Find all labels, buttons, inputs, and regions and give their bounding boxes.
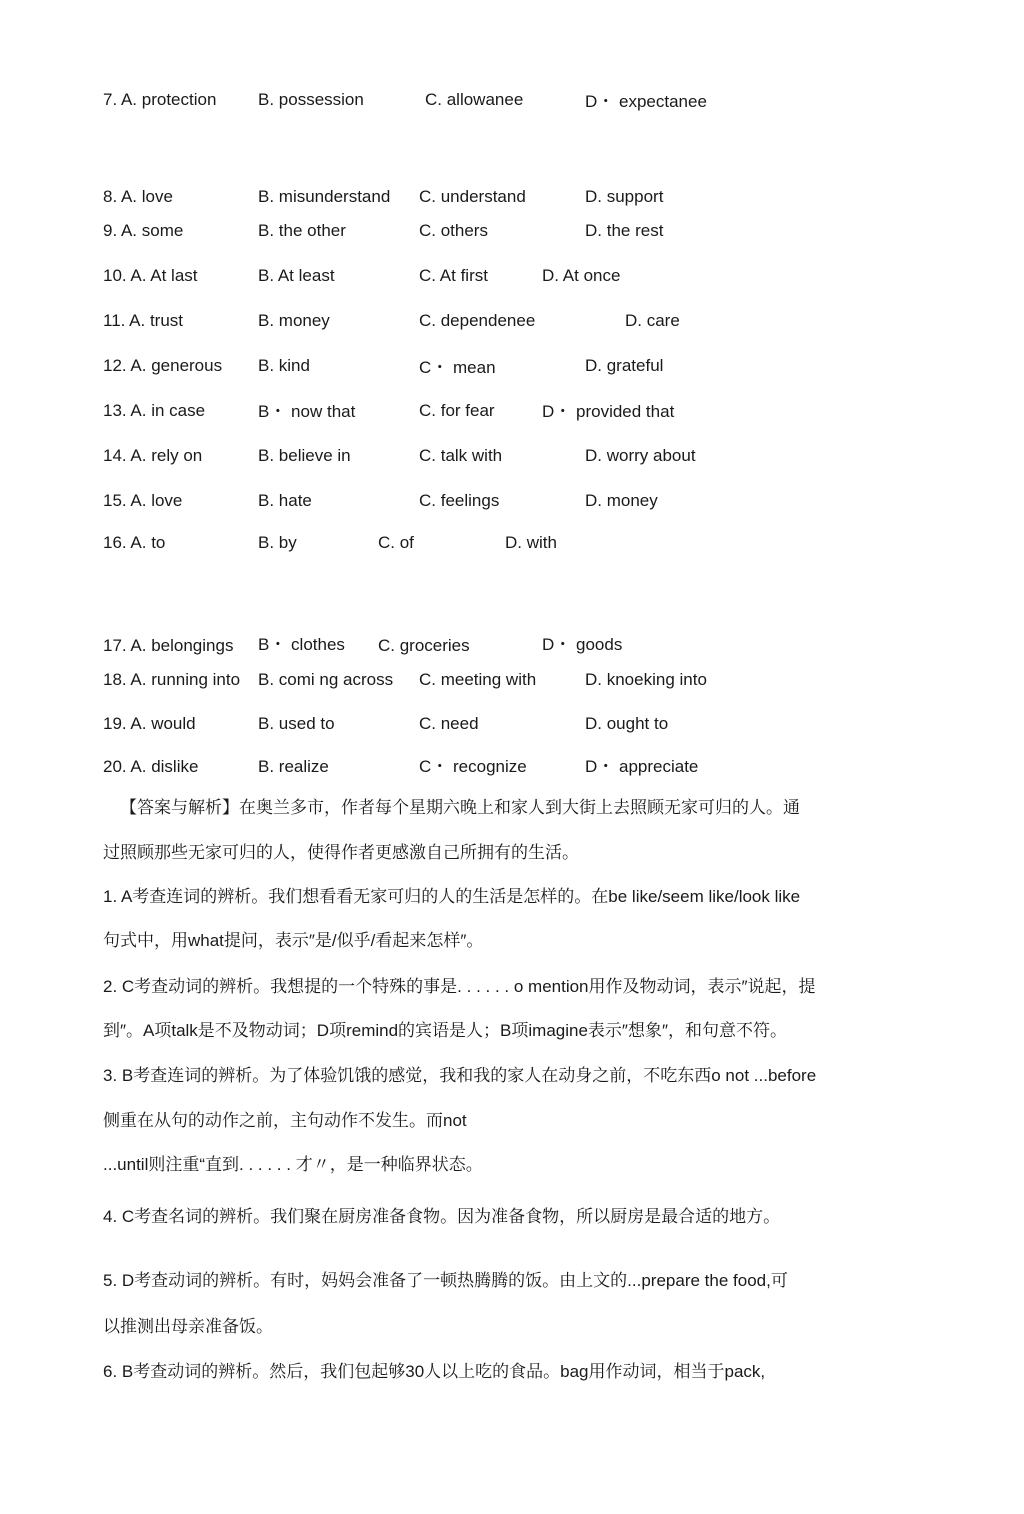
q8-option-c: C. understand [419, 187, 526, 206]
q12-option-a: 12. A. generous [103, 356, 223, 375]
answer-4-line-1: 4. C考查名词的辨析。我们聚在厨房准备食物。因为准备食物，所以厨房是最合适的地方。 [103, 1207, 781, 1226]
answer-2-line-2: 到″。A项talk是不及物动词；D项remind的宾语是人；B项imagine表示″想象″，和句意不符。 [103, 1021, 787, 1040]
q8-option-b: B. misunderstand [258, 187, 391, 206]
q7-option-d: D・ expectanee [585, 92, 707, 111]
q15-option-c: C. feelings [419, 491, 500, 510]
q9-option-a: 9. A. some [103, 221, 184, 240]
q12-option-d: D. grateful [585, 356, 664, 375]
answer-1-line-2: 句式中，用what提问，表示″是/似乎/看起来怎样″。 [103, 931, 484, 950]
q16-option-d: D. with [505, 533, 557, 552]
q13-option-b: B・ now that [258, 402, 356, 421]
q18-option-b: B. comi ng across [258, 670, 394, 689]
q11-option-a: 11. A. trust [103, 311, 184, 330]
q9-option-c: C. others [419, 221, 488, 240]
q11-option-b: B. money [258, 311, 330, 330]
answer-3-line-1: 3. B考查连词的辨析。为了体验饥饿的感觉，我和我的家人在动身之前，不吃东西o not ...before [103, 1066, 817, 1085]
answer-6-line-1: 6. B考查动词的辨析。然后，我们包起够30人以上吃的食品。bag用作动词，相当于pack, [103, 1362, 766, 1381]
answer-3-line-3: ...until则注重“直到. . . . . . 才〃，是一种临界状态。 [103, 1155, 483, 1174]
q17-option-d: D・ goods [542, 635, 623, 654]
q13-option-a: 13. A. in case [103, 401, 206, 420]
q11-option-c: C. dependenee [419, 311, 536, 330]
q19-option-b: B. used to [258, 714, 335, 733]
q18-option-a: 18. A. running into [103, 670, 241, 689]
q18-option-c: C. meeting with [419, 670, 537, 689]
q14-option-c: C. talk with [419, 446, 503, 465]
q10-option-b: B. At least [258, 266, 335, 285]
q15-option-b: B. hate [258, 491, 312, 510]
q7-option-a: 7. A. protection [103, 90, 217, 109]
answer-2-line-1: 2. C考查动词的辨析。我想提的一个特殊的事是. . . . . . o mention用作及物动词，表示″说起，提 [103, 977, 816, 996]
q20-option-d: D・ appreciate [585, 757, 699, 776]
answer-intro-line-2: 过照顾那些无家可归的人，使得作者更感激自己所拥有的生活。 [103, 843, 579, 862]
q14-option-a: 14. A. rely on [103, 446, 203, 465]
q15-option-d: D. money [585, 491, 658, 510]
q13-option-c: C. for fear [419, 401, 495, 420]
q13-option-d: D・ provided that [542, 402, 675, 421]
q10-option-c: C. At first [419, 266, 488, 285]
q15-option-a: 15. A. love [103, 491, 183, 510]
q12-option-b: B. kind [258, 356, 310, 375]
q16-option-a: 16. A. to [103, 533, 166, 552]
q10-option-d: D. At once [542, 266, 621, 285]
q10-option-a: 10. A. At last [103, 266, 198, 285]
answer-3-line-2: 侧重在从句的动作之前，主句动作不发生。而not [103, 1111, 467, 1130]
q9-option-d: D. the rest [585, 221, 664, 240]
q20-option-c: C・ recognize [419, 757, 527, 776]
q17-option-c: C. groceries [378, 636, 470, 655]
q20-option-a: 20. A. dislike [103, 757, 199, 776]
answer-5-line-1: 5. D考查动词的辨析。有时，妈妈会准备了一顿热腾腾的饭。由上文的...prepare the food,可 [103, 1271, 788, 1290]
q12-option-c: C・ mean [419, 358, 496, 377]
q8-option-d: D. support [585, 187, 664, 206]
q7-option-b: B. possession [258, 90, 364, 109]
q19-option-c: C. need [419, 714, 479, 733]
q16-option-b: B. by [258, 533, 297, 552]
q17-option-a: 17. A. belongings [103, 636, 234, 655]
q14-option-d: D. worry about [585, 446, 696, 465]
q20-option-b: B. realize [258, 757, 329, 776]
q19-option-a: 19. A. would [103, 714, 196, 733]
answer-5-line-2: 以推测出母亲准备饭。 [103, 1317, 273, 1336]
q7-option-c: C. allowanee [425, 90, 524, 109]
q14-option-b: B. believe in [258, 446, 351, 465]
q9-option-b: B. the other [258, 221, 346, 240]
answer-intro-line-1: 【答案与解析】在奥兰多市，作者每个星期六晚上和家人到大街上去照顾无家可归的人。通 [120, 798, 800, 817]
q11-option-d: D. care [625, 311, 680, 330]
answer-1-line-1: 1. A考查连词的辨析。我们想看看无家可归的人的生活是怎样的。在be like/seem like/look like [103, 887, 801, 906]
q18-option-d: D. knoeking into [585, 670, 707, 689]
q8-option-a: 8. A. love [103, 187, 173, 206]
q19-option-d: D. ought to [585, 714, 669, 733]
q16-option-c: C. of [378, 533, 414, 552]
q17-option-b: B・ clothes [258, 635, 345, 654]
